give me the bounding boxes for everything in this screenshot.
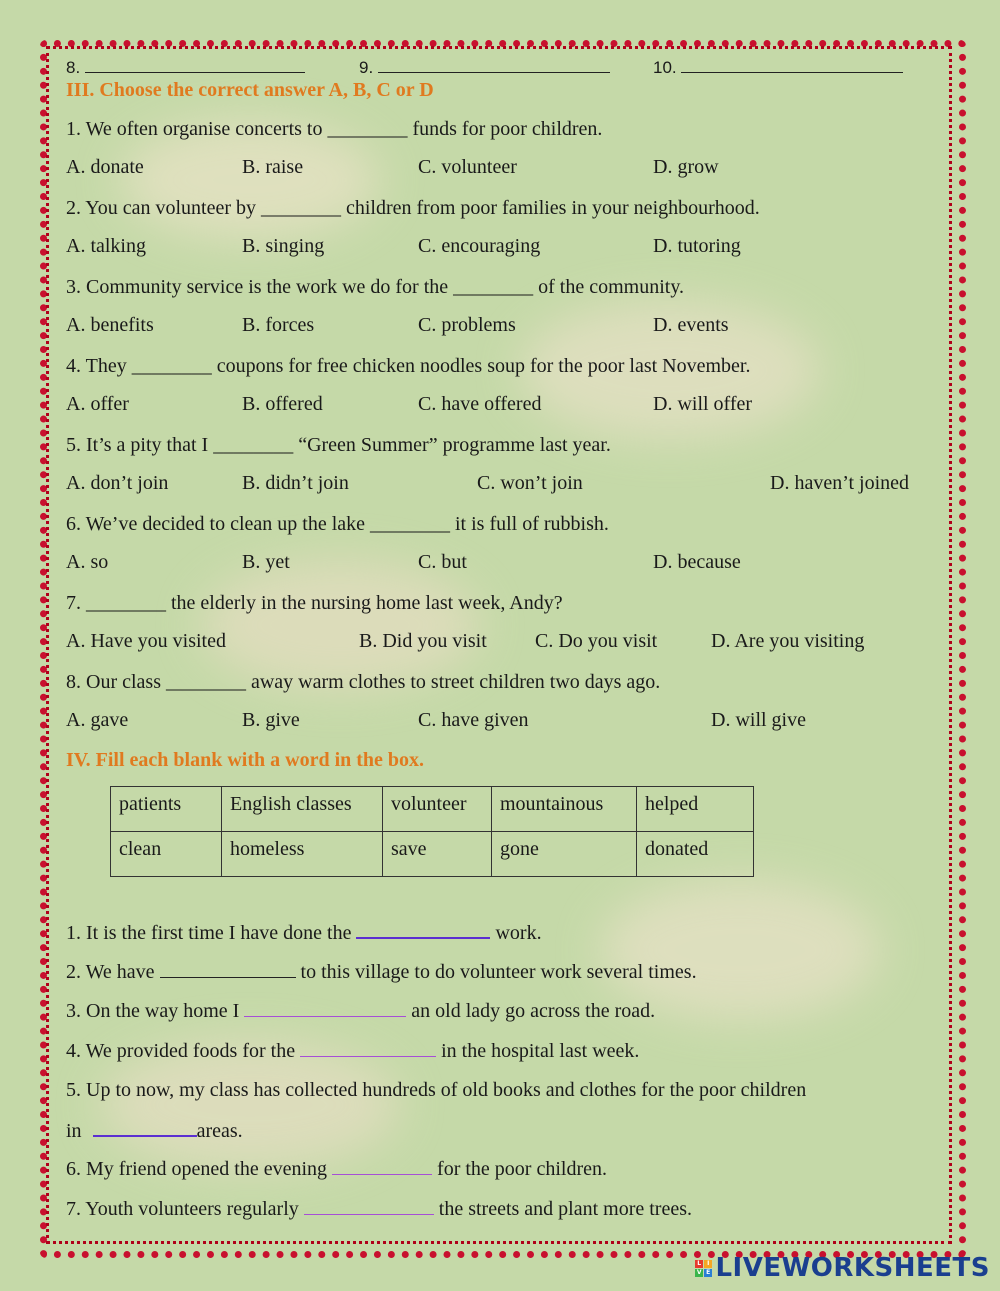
sentence-text: to this village to do volunteer work several times. xyxy=(295,961,697,983)
option-1c[interactable]: C. volunteer xyxy=(418,156,517,178)
logo-text: LIVEWORKSHEETS xyxy=(715,1253,990,1283)
option-4d[interactable]: D. will offer xyxy=(653,393,753,415)
fill-input-2[interactable] xyxy=(160,959,296,978)
option-3b[interactable]: B. forces xyxy=(242,314,315,336)
fill-input-7[interactable] xyxy=(304,1196,434,1215)
fill-input-1[interactable] xyxy=(356,919,490,939)
section4-heading: IV. Fill each blank with a word in the box. xyxy=(66,749,425,771)
answer-row xyxy=(653,54,903,80)
word-box xyxy=(110,786,754,877)
fill-sentence-4 xyxy=(66,1038,639,1063)
option-3c[interactable]: C. problems xyxy=(418,314,516,336)
sentence-text: 2. We have xyxy=(66,961,160,983)
question-8: 8. Our class ________ away warm clothes to street children two days ago. xyxy=(66,671,661,693)
logo-mark-letter: E xyxy=(706,1268,711,1276)
fill-sentence-5 xyxy=(66,1078,806,1102)
option-7d[interactable]: D. Are you visiting xyxy=(711,630,865,652)
option-5b[interactable]: B. didn’t join xyxy=(242,472,349,494)
option-8a[interactable]: A. gave xyxy=(66,709,129,731)
option-2d[interactable]: D. tutoring xyxy=(653,235,741,257)
question-7: 7. ________ the elderly in the nursing home last week, Andy? xyxy=(66,592,563,614)
word-box-cell: English classes xyxy=(222,787,383,832)
sentence-text: for the poor children. xyxy=(432,1158,607,1180)
option-6b[interactable]: B. yet xyxy=(242,551,290,573)
fill-input-6[interactable] xyxy=(332,1156,432,1175)
sentence-text: work. xyxy=(490,922,542,944)
logo-mark-letter: I xyxy=(704,1260,712,1268)
word-box-cell: gone xyxy=(492,832,637,877)
sentence-text: 4. We provided foods for the xyxy=(66,1040,301,1062)
option-6a[interactable]: A. so xyxy=(66,551,109,573)
option-7a[interactable]: A. Have you visited xyxy=(66,630,226,652)
sentence-text: 1. It is the first time I have done the xyxy=(66,922,357,944)
logo-mark-letter: L xyxy=(697,1259,702,1267)
sentence-text: in xyxy=(66,1120,87,1142)
question-5: 5. It’s a pity that I ________ “Green Summer” programme last year. xyxy=(66,434,611,456)
question-1: 1. We often organise concerts to ________ funds for poor children. xyxy=(66,118,603,140)
word-box-row xyxy=(111,787,754,832)
option-8b[interactable]: B. give xyxy=(242,709,300,731)
sentence-text: 3. On the way home I xyxy=(66,1000,245,1022)
option-4c[interactable]: C. have offered xyxy=(418,393,542,415)
word-box-cell: patients xyxy=(111,787,222,832)
option-5c[interactable]: C. won’t join xyxy=(477,472,583,494)
option-6c[interactable]: C. but xyxy=(418,551,467,573)
option-2b[interactable]: B. singing xyxy=(242,235,325,257)
option-5a[interactable]: A. don’t join xyxy=(66,472,169,494)
sentence-text: in the hospital last week. xyxy=(436,1040,640,1062)
word-box-cell: helped xyxy=(637,787,754,832)
sentence-text: an old lady go across the road. xyxy=(406,1000,656,1022)
section3-heading: III. Choose the correct answer A, B, C or D xyxy=(66,79,434,101)
answer-row xyxy=(66,54,305,80)
fill-sentence-2 xyxy=(66,959,697,984)
answer-row xyxy=(359,54,610,80)
answer-input-8[interactable] xyxy=(85,54,305,73)
answer-input-9[interactable] xyxy=(378,54,610,73)
answer-label-8: 8. xyxy=(66,58,81,77)
answer-label-9: 9. xyxy=(359,58,374,77)
sentence-text: areas. xyxy=(196,1120,243,1142)
option-6d[interactable]: D. because xyxy=(653,551,741,573)
option-1d[interactable]: D. grow xyxy=(653,156,719,178)
liveworksheets-logo xyxy=(695,1253,990,1283)
option-2c[interactable]: C. encouraging xyxy=(418,235,541,257)
logo-mark-letter: V xyxy=(696,1268,703,1276)
word-box-cell: clean xyxy=(111,832,222,877)
fill-input-5[interactable] xyxy=(93,1117,197,1137)
word-box-cell: save xyxy=(383,832,492,877)
question-2: 2. You can volunteer by ________ children from poor families in your neighbourhood. xyxy=(66,197,760,219)
option-3d[interactable]: D. events xyxy=(653,314,729,336)
option-7b[interactable]: B. Did you visit xyxy=(359,630,487,652)
fill-sentence-1 xyxy=(66,919,542,945)
option-3a[interactable]: A. benefits xyxy=(66,314,154,336)
word-box-cell: donated xyxy=(637,832,754,877)
answer-label-10: 10. xyxy=(653,58,677,77)
option-1a[interactable]: A. donate xyxy=(66,156,144,178)
word-box-cell: homeless xyxy=(222,832,383,877)
option-8d[interactable]: D. will give xyxy=(711,709,806,731)
option-8c[interactable]: C. have given xyxy=(418,709,529,731)
fill-sentence-5-cont xyxy=(66,1117,243,1143)
option-5d[interactable]: D. haven’t joined xyxy=(770,472,910,494)
fill-sentence-6 xyxy=(66,1156,607,1181)
fill-input-4[interactable] xyxy=(300,1038,436,1057)
option-7c[interactable]: C. Do you visit xyxy=(535,630,658,652)
sentence-text: 5. Up to now, my class has collected hundreds of old books and clothes for the poor children xyxy=(66,1079,807,1101)
answer-input-10[interactable] xyxy=(681,54,903,73)
fill-input-3[interactable] xyxy=(244,998,406,1017)
fill-sentence-7 xyxy=(66,1196,692,1221)
option-1b[interactable]: B. raise xyxy=(242,156,304,178)
question-3: 3. Community service is the work we do for the ________ of the community. xyxy=(66,276,685,298)
question-4: 4. They ________ coupons for free chicken noodles soup for the poor last November. xyxy=(66,355,751,377)
sentence-text: 7. Youth volunteers regularly xyxy=(66,1198,304,1220)
question-6: 6. We’ve decided to clean up the lake ________ it is full of rubbish. xyxy=(66,513,609,535)
option-2a[interactable]: A. talking xyxy=(66,235,146,257)
word-box-row xyxy=(111,832,754,877)
option-4b[interactable]: B. offered xyxy=(242,393,323,415)
sentence-text: the streets and plant more trees. xyxy=(433,1198,693,1220)
logo-mark-icon xyxy=(695,1260,712,1277)
word-box-cell: volunteer xyxy=(383,787,492,832)
option-4a[interactable]: A. offer xyxy=(66,393,129,415)
word-box-cell: mountainous xyxy=(492,787,637,832)
sentence-text: 6. My friend opened the evening xyxy=(66,1158,333,1180)
fill-sentence-3 xyxy=(66,998,655,1023)
